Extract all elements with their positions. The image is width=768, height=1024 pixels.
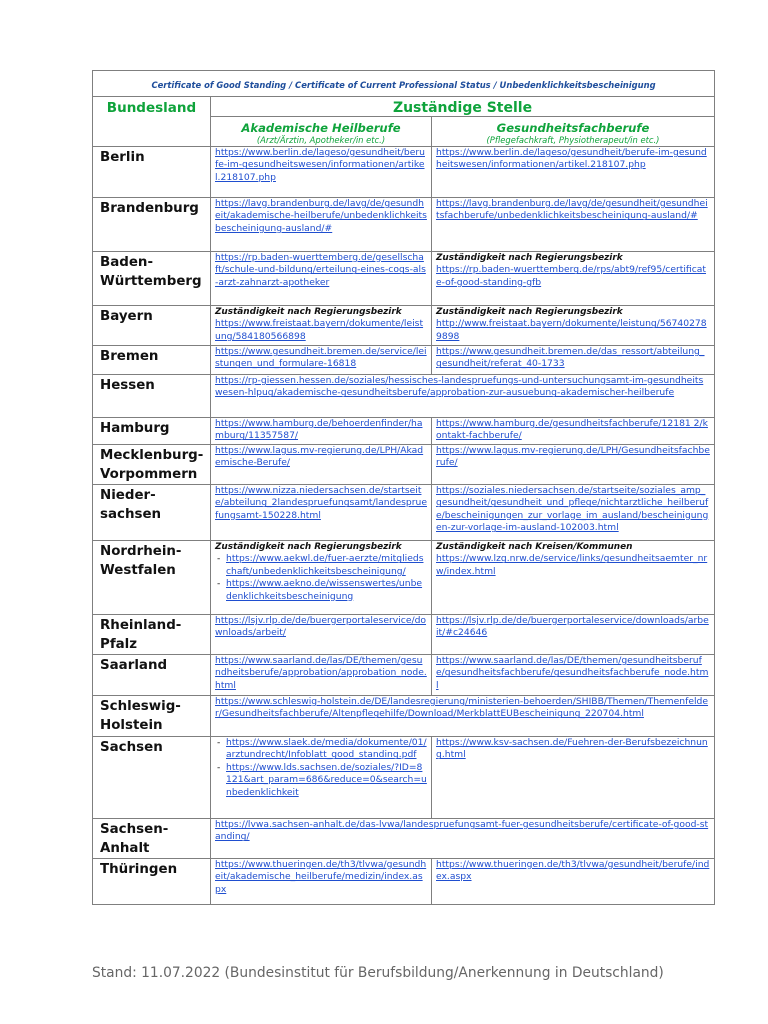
header-zustaendige-stelle: Zuständige Stelle [211,97,715,117]
authority-link[interactable]: https://rp-giessen.hessen.de/soziales/hessisches-landespruefungs-und-untersuchungsamt-im-gesundheitswesen-hlpug/akademische-gesundheitsberufe/approbation-zur-ausuebung-akademischer-heilberufe [215,375,704,399]
title-row [93,71,715,97]
authority-cell-fachberufe [432,346,715,375]
state-name: Mecklenburg-Vorpommern [93,445,211,485]
state-name: Nordrhein-Westfalen [93,541,211,615]
document-title: Certificate of Good Standing / Certificate of Current Professional Status / Unbedenklichkeitsbescheinigung [93,71,715,97]
authority-link[interactable]: - https://www.slaek.de/media/dokumente/01/arztundrecht/Infoblatt_good_standing.pdf [226,737,427,761]
authority-link[interactable]: https://www.saarland.de/las/DE/themen/gesundheitsberufe/approbation/approbation_node.html [215,655,427,691]
state-row [93,485,715,541]
link-list-item [226,578,427,603]
authority-link[interactable]: https://www.lzg.nrw.de/service/links/gesundheitsaemter_nrw/index.html [436,553,708,577]
authority-cell-heilberufe [211,737,432,819]
jurisdiction-note: Zuständigkeit nach Regierungsbezirk [215,542,402,552]
jurisdiction-note: Zuständigkeit nach Kreisen/Kommunen [436,542,633,552]
authority-cell-fachberufe [432,445,715,485]
authority-cell-heilberufe [211,859,432,905]
col1-title: Akademische Heilberufe [241,121,401,135]
state-name: Hessen [93,375,211,418]
authority-link[interactable]: - https://www.lds.sachsen.de/soziales/?ID=8121&art_param=686&reduce=0&search=unbedenklichkeit [226,761,427,798]
authority-cell-heilberufe [211,418,432,445]
authority-cell-heilberufe [211,198,432,252]
footer-stand: Stand: 11.07.2022 (Bundesinstitut für Berufsbildung/Anerkennung in Deutschland) [92,965,664,981]
authority-link[interactable]: https://www.ksv-sachsen.de/Fuehren-der-Berufsbezeichnung.html [436,737,708,761]
state-name: Schleswig-Holstein [93,696,211,737]
state-row [93,306,715,346]
authority-link[interactable]: https://rp.baden-wuerttemberg.de/gesellschaft/schule-und-bildung/erteilung-eines-cogs-als-arzt-zahnarzt-apotheker [215,252,426,288]
authority-link[interactable]: https://www.thueringen.de/th3/tlvwa/gesundheit/berufe/index.aspx [436,859,710,883]
authority-link[interactable]: https://www.hamburg.de/behoerdenfinder/hamburg/11357587/ [215,418,423,442]
authority-link[interactable]: https://www.lagus.mv-regierung.de/LPH/Gesundheitsfachberufe/ [436,445,710,469]
col2-subtitle: (Pflegefachkraft, Physiotherapeut/in etc.) [486,135,660,145]
authority-cell-span [211,819,715,859]
authority-link[interactable]: https://lvwa.sachsen-anhalt.de/das-lvwa/landespruefungsamt-fuer-gesundheitsberufe/certificate-of-good-standing/ [215,819,709,843]
state-name: Bayern [93,306,211,346]
authority-link[interactable]: https://www.hamburg.de/gesundheitsfachberufe/12181 2/kontakt-fachberufe/ [436,418,708,442]
header-row [93,97,715,117]
link-list-item [226,762,427,799]
jurisdiction-note: Zuständigkeit nach Regierungsbezirk [215,307,402,317]
state-name: Bremen [93,346,211,375]
authority-table-body [93,71,715,905]
state-name: Sachsen [93,737,211,819]
authority-link[interactable]: http://www.freistaat.bayern/dokumente/leistung/567402789898 [436,318,707,342]
authority-link[interactable]: https://lavg.brandenburg.de/lavg/de/gesundheit/akademische-heilberufe/unbedenklichkeitsbescheinigung-ausland/# [215,198,427,234]
authority-link[interactable]: https://www.freistaat.bayern/dokumente/leistung/584180566898 [215,318,424,342]
state-row [93,346,715,375]
authority-link[interactable]: https://www.schleswig-holstein.de/DE/landesregierung/ministerien-behoerden/SHIBB/Themen/Themenfelder/Gesundheitsfachberufe/Altenpflegehilfe/Download/MerkblattEUBescheinigung_220704.html [215,696,709,720]
authority-cell-fachberufe [432,252,715,306]
state-row [93,737,715,819]
state-row [93,615,715,655]
state-row [93,819,715,859]
col2-title: Gesundheitsfachberufe [496,121,650,135]
authority-cell-fachberufe [432,859,715,905]
authority-link[interactable]: https://www.saarland.de/las/DE/themen/gesundheitsberufe/gesundheitsfachberufe/gesundheitsfachberufe_node.html [436,655,709,691]
state-name: Rheinland-Pfalz [93,615,211,655]
authority-link[interactable]: https://lsjv.rlp.de/de/buergerportaleservice/downloads/arbeit/ [215,615,427,639]
authority-cell-span [211,696,715,737]
authority-cell-heilberufe [211,541,432,615]
state-name: Berlin [93,147,211,198]
header-gesundheitsfachberufe [432,117,715,147]
state-name: Thüringen [93,859,211,905]
authority-cell-fachberufe [432,655,715,696]
state-name: Baden-Württemberg [93,252,211,306]
authority-cell-fachberufe [432,306,715,346]
authority-cell-heilberufe [211,655,432,696]
authority-cell-fachberufe [432,418,715,445]
authority-link[interactable]: https://www.gesundheit.bremen.de/das_ressort/abteilung_gesundheit/referat_40-1733 [436,346,705,370]
authority-cell-fachberufe [432,198,715,252]
authority-link[interactable]: https://lavg.brandenburg.de/lavg/de/gesundheit/gesundheitsfachberufe/unbedenklichkeitsbescheinigung-ausland/# [436,198,708,222]
authority-link[interactable]: https://www.thueringen.de/th3/tlvwa/gesundheit/akademische_heilberufe/medizin/index.aspx [215,859,427,895]
authority-cell-fachberufe [432,737,715,819]
state-row [93,418,715,445]
authority-link[interactable]: - https://www.aekno.de/wissenswertes/unbedenklichkeitsbescheinigung [226,578,423,602]
authority-cell-heilberufe [211,346,432,375]
state-row [93,655,715,696]
state-name: Brandenburg [93,198,211,252]
header-akademische-heilberufe [211,117,432,147]
authority-cell-heilberufe [211,445,432,485]
authority-cell-heilberufe [211,252,432,306]
state-name: Hamburg [93,418,211,445]
jurisdiction-note: Zuständigkeit nach Regierungsbezirk [436,253,623,263]
state-row [93,198,715,252]
link-list [215,553,427,603]
state-row [93,859,715,905]
state-name: Saarland [93,655,211,696]
state-row [93,696,715,737]
col1-subtitle: (Arzt/Ärztin, Apotheker/in etc.) [256,135,386,145]
state-row [93,445,715,485]
state-row [93,252,715,306]
authority-cell-fachberufe [432,147,715,198]
authority-table [92,70,715,905]
authority-link[interactable]: https://www.berlin.de/lageso/gesundheit/berufe-im-gesundheitswesen/informationen/artikel.218107.php [436,147,707,171]
state-name: Sachsen-Anhalt [93,819,211,859]
authority-cell-fachberufe [432,485,715,541]
state-name: Nieder-sachsen [93,485,211,541]
authority-cell-span [211,375,715,418]
authority-cell-heilberufe [211,485,432,541]
link-list-item [226,553,427,578]
authority-link[interactable]: https://www.gesundheit.bremen.de/service/leistungen_und_formulare-16818 [215,346,427,370]
link-list-item [226,737,427,762]
authority-link[interactable]: https://www.nizza.niedersachsen.de/startseite/abteilung_2landespruefungsamt/landespruefungsamt-150228.html [215,485,427,521]
authority-link[interactable]: https://www.berlin.de/lageso/gesundheit/berufe-im-gesundheitswesen/informationen/artikel.218107.php [215,147,425,183]
authority-cell-heilberufe [211,306,432,346]
jurisdiction-note: Zuständigkeit nach Regierungsbezirk [436,307,623,317]
authority-cell-fachberufe [432,541,715,615]
authority-link[interactable]: - https://www.aekwl.de/fuer-aerzte/mitgliedschaft/unbedenklichkeitsbescheinigung/ [226,553,424,577]
state-row [93,147,715,198]
authority-link[interactable]: https://rp.baden-wuerttemberg.de/rps/abt9/ref95/certificate-of-good-standing-gfb [436,264,707,288]
state-row [93,541,715,615]
authority-cell-fachberufe [432,615,715,655]
authority-cell-heilberufe [211,147,432,198]
link-list [215,737,427,799]
authority-link[interactable]: https://lsjv.rlp.de/de/buergerportaleservice/downloads/arbeit/#c24646 [436,615,709,639]
header-bundesland: Bundesland [93,97,211,147]
authority-cell-heilberufe [211,615,432,655]
authority-link[interactable]: https://www.lagus.mv-regierung.de/LPH/Akademische-Berufe/ [215,445,424,469]
authority-link[interactable]: https://soziales.niedersachsen.de/startseite/soziales_amp_gesundheit/gesundheit_und_pflege/nichtarztliche_heilberufe/bescheinigungen_zur_vorlage_im_ausland/bescheinigungen-zur-vorlage-im-ausland-102003.html [436,485,709,534]
state-row [93,375,715,418]
